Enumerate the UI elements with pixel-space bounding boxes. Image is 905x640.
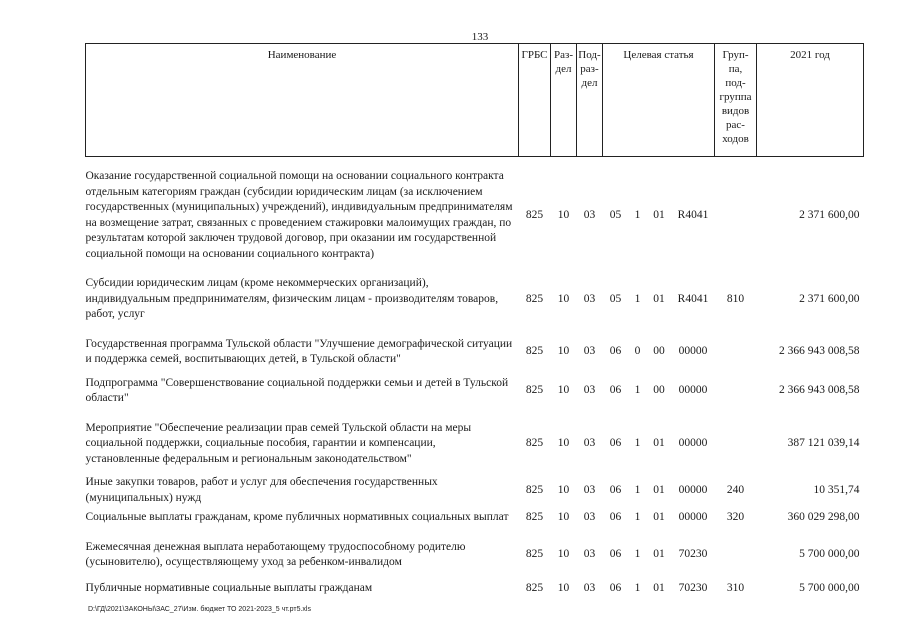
header-podrazdel: Под- раз- дел xyxy=(577,44,603,157)
table-row xyxy=(86,276,864,323)
row-t2: 1 xyxy=(634,384,641,397)
row-amount: 360 029 298,00 xyxy=(787,511,860,523)
row-t2: 1 xyxy=(634,483,641,496)
row-pr: 03 xyxy=(583,292,596,305)
table-row xyxy=(86,421,864,468)
row-pr: 03 xyxy=(583,581,596,594)
table-row xyxy=(86,169,864,262)
row-grbs: 825 xyxy=(525,483,544,496)
row-spacer xyxy=(86,467,864,475)
row-t1: 06 xyxy=(609,548,622,561)
row-vr xyxy=(715,540,757,571)
row-name: Ежемесячная денежная выплата неработающему трудоспособному родителю (усыновителю), осуществляющему уход за ребенком-инвалидом xyxy=(85,540,466,568)
row-vr: 810 xyxy=(726,292,745,305)
row-rz: 10 xyxy=(557,437,570,449)
header-razdel: Раз- дел xyxy=(551,44,577,157)
row-name: Субсидии юридическим лицам (кроме некоммерческих организаций), индивидуальным предпринимателям, физическим лицам - производителям товаров, работ, услуг xyxy=(85,277,499,320)
row-vr xyxy=(715,421,757,468)
row-t4: 70230 xyxy=(678,548,708,561)
row-t3: 01 xyxy=(653,483,665,496)
row-grbs: 825 xyxy=(525,384,544,397)
page-number: 133 xyxy=(471,31,489,43)
row-t4: 00000 xyxy=(678,483,708,496)
row-amount: 387 121 039,14 xyxy=(787,437,860,449)
header-year: 2021 год xyxy=(757,44,864,157)
row-t4: R4041 xyxy=(677,292,709,305)
row-t1: 05 xyxy=(609,292,622,305)
row-name: Социальные выплаты гражданам, кроме публичных нормативных социальных выплат xyxy=(85,511,509,523)
row-vr xyxy=(715,376,757,407)
row-pr: 03 xyxy=(583,483,596,496)
row-t4: R4041 xyxy=(677,208,709,221)
row-rz: 10 xyxy=(557,548,570,561)
row-spacer xyxy=(86,262,864,276)
row-t4: 00000 xyxy=(678,437,708,449)
file-path-footer: D:\ГД\2021\ЗАКОНЫ\ЗАС_27\Изм. бюджет ТО 2021-2023_5 чт.рт5.xls xyxy=(88,606,311,613)
row-vr xyxy=(715,337,757,368)
row-pr: 03 xyxy=(583,511,596,523)
row-t1: 06 xyxy=(609,581,622,594)
row-name: Государственная программа Тульской области "Улучшение демографической ситуации и поддержка семей, воспитывающих детей, в Тульской области" xyxy=(85,337,513,365)
row-grbs: 825 xyxy=(525,548,544,561)
row-t2: 1 xyxy=(634,292,641,305)
row-pr: 03 xyxy=(583,437,596,449)
budget-table xyxy=(85,43,864,596)
table-row xyxy=(86,540,864,571)
row-name: Подпрограмма "Совершенствование социальной поддержки семьи и детей в Тульской области" xyxy=(85,376,509,404)
row-amount: 2 371 600,00 xyxy=(799,208,860,221)
row-rz: 10 xyxy=(557,581,570,594)
row-t3: 01 xyxy=(653,511,665,523)
row-grbs: 825 xyxy=(525,292,544,305)
row-t3: 01 xyxy=(653,437,665,449)
row-t1: 06 xyxy=(609,483,622,496)
table-header xyxy=(86,44,864,157)
row-t2: 1 xyxy=(634,208,641,221)
row-t2: 0 xyxy=(634,345,641,358)
row-rz: 10 xyxy=(557,511,570,523)
row-t2: 1 xyxy=(634,548,641,561)
row-t3: 00 xyxy=(653,345,665,358)
row-pr: 03 xyxy=(583,384,596,397)
row-rz: 10 xyxy=(557,345,570,358)
row-amount: 10 351,74 xyxy=(813,483,860,496)
row-t4: 00000 xyxy=(678,345,708,358)
row-spacer xyxy=(86,571,864,581)
row-pr: 03 xyxy=(583,208,596,221)
row-spacer xyxy=(86,157,864,170)
row-t3: 01 xyxy=(653,548,665,561)
row-t3: 01 xyxy=(653,292,665,305)
row-vr: 320 xyxy=(726,511,745,523)
row-name: Мероприятие "Обеспечение реализации прав семей Тульской области на меры социальной поддержки, социальные пособия, гарантии и компенсации, установленные федеральным и региональным законодательством" xyxy=(85,421,472,465)
row-spacer xyxy=(86,323,864,337)
row-t2: 1 xyxy=(634,511,641,523)
row-t1: 06 xyxy=(609,345,622,358)
row-amount: 2 366 943 008,58 xyxy=(779,384,860,397)
row-pr: 03 xyxy=(583,345,596,358)
row-amount: 2 371 600,00 xyxy=(799,292,860,305)
row-amount: 5 700 000,00 xyxy=(799,548,860,561)
row-vr: 310 xyxy=(726,581,745,594)
table-row xyxy=(86,510,864,526)
row-t4: 00000 xyxy=(678,511,708,523)
row-t1: 06 xyxy=(609,437,622,449)
row-grbs: 825 xyxy=(525,345,544,358)
row-name: Иные закупки товаров, работ и услуг для обеспечения государственных (муниципальных) нужд xyxy=(85,476,438,504)
row-rz: 10 xyxy=(557,384,570,397)
row-grbs: 825 xyxy=(525,437,544,449)
table-row xyxy=(86,376,864,407)
table-row xyxy=(86,581,864,597)
header-name: Наименование xyxy=(86,44,519,157)
row-rz: 10 xyxy=(557,208,570,221)
row-pr: 03 xyxy=(583,548,596,561)
row-grbs: 825 xyxy=(525,208,544,221)
row-t4: 70230 xyxy=(678,581,708,594)
row-t3: 01 xyxy=(653,208,665,221)
table-row xyxy=(86,337,864,368)
row-rz: 10 xyxy=(557,483,570,496)
row-name: Оказание государственной социальной помощи на основании социального контракта отдельным категориям граждан (субсидии юридическим лицам (за исключением государственных (муниципальных) учреждений), индивидуальным предпринимателям на возмещение затрат, связанных с проведением стажировки малоимущих граждан, по результатам которой заключен трудовой договор, при оказании им государственной социальной помощи на основании социального контракта) xyxy=(85,170,513,260)
row-t2: 1 xyxy=(634,581,641,594)
row-t3: 01 xyxy=(653,581,665,594)
row-spacer xyxy=(86,407,864,421)
row-t2: 1 xyxy=(634,437,641,449)
row-rz: 10 xyxy=(557,292,570,305)
row-amount: 5 700 000,00 xyxy=(799,581,860,594)
row-t3: 00 xyxy=(653,384,665,397)
row-grbs: 825 xyxy=(525,511,544,523)
header-grbs: ГРБС xyxy=(519,44,551,157)
row-vr xyxy=(715,169,757,262)
row-t1: 06 xyxy=(609,384,622,397)
row-name: Публичные нормативные социальные выплаты гражданам xyxy=(85,581,373,594)
row-amount: 2 366 943 008,58 xyxy=(779,345,860,358)
header-target: Целевая статья xyxy=(603,44,715,157)
row-t4: 00000 xyxy=(678,384,708,397)
row-spacer xyxy=(86,368,864,376)
row-spacer xyxy=(86,526,864,540)
row-t1: 06 xyxy=(609,511,622,523)
row-t1: 05 xyxy=(609,208,622,221)
row-grbs: 825 xyxy=(525,581,544,594)
header-group: Груп- па, под- группа видов рас- ходов xyxy=(715,44,757,157)
row-vr: 240 xyxy=(726,483,745,496)
table-row xyxy=(86,475,864,506)
